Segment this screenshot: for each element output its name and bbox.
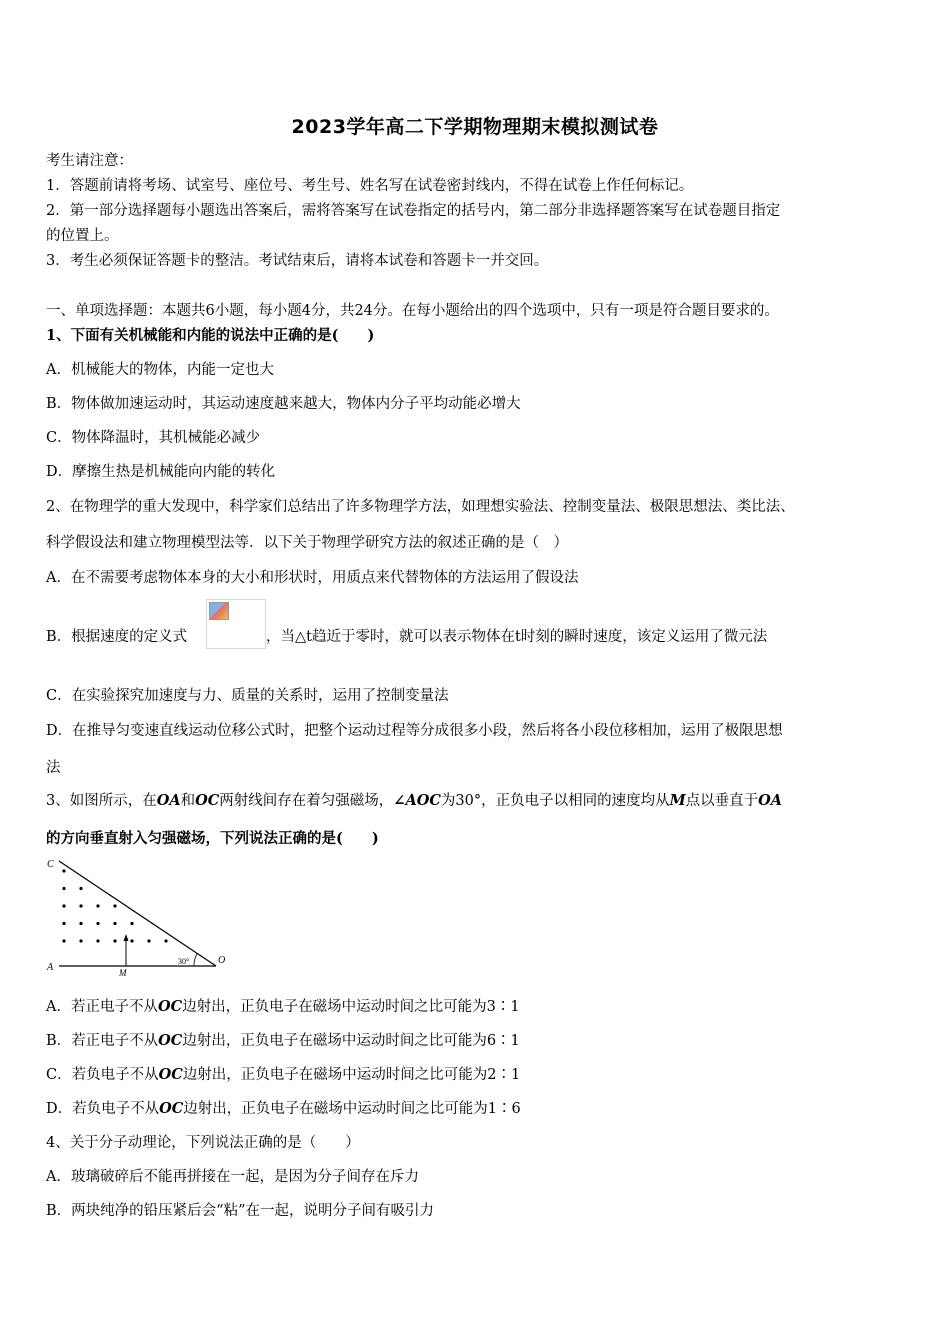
field-dots — [62, 869, 167, 942]
q4-option-a: A．玻璃破碎后不能再拼接在一起，是因为分子间存在斥力 — [46, 1169, 419, 1185]
label-o: O — [218, 955, 226, 966]
field-dot — [113, 922, 116, 925]
field-dot — [79, 887, 82, 890]
q2-option-a: A．在不需要考虑物体本身的大小和形状时，用质点来代替物体的方法运用了假设法 — [46, 570, 579, 586]
broken-image-icon — [209, 602, 229, 620]
field-dot — [62, 869, 65, 872]
notice-item-3: 3．考生必须保证答题卡的整洁。考试结束后，请将本试卷和答题卡一并交回。 — [46, 253, 549, 269]
ray-oc — [59, 861, 216, 966]
q3-option-c: C．若负电子不从OC边射出，正负电子在磁场中运动时间之比可能为2∶1 — [46, 1066, 521, 1083]
label-a: A — [47, 962, 54, 973]
field-dot — [62, 939, 65, 942]
notice-item-2: 2．第一部分选择题每小题选出答案后，需将答案写在试卷指定的括号内，第二部分非选择题答案写在试卷题目指定 — [46, 203, 781, 219]
q2-stem-line1: 2、在物理学的重大发现中，科学家们总结出了许多物理学方法，如理想实验法、控制变量法、极限思想法、类比法、 — [46, 499, 795, 515]
field-dot — [62, 922, 65, 925]
q2-option-c: C．在实验探究加速度与力、质量的关系时，运用了控制变量法 — [46, 688, 449, 704]
q1-option-b: B．物体做加速运动时，其运动速度越来越大，物体内分子平均动能必增大 — [46, 396, 521, 412]
field-dot — [130, 939, 133, 942]
q2-option-d-line1: D．在推导匀变速直线运动位移公式时，把整个运动过程等分成很多小段，然后将各小段位移相加，运用了极限思想 — [46, 723, 783, 739]
field-dot — [164, 939, 167, 942]
q4-option-b: B．两块纯净的铅压紧后会“粘”在一起，说明分子间有吸引力 — [46, 1203, 434, 1219]
field-dot — [62, 904, 65, 907]
q2-option-b-prefix: B．根据速度的定义式 — [46, 629, 188, 645]
field-dot — [96, 904, 99, 907]
field-dot — [79, 922, 82, 925]
q2-stem-line2: 科学假设法和建立物理模型法等．以下关于物理学研究方法的叙述正确的是（ ） — [46, 535, 568, 551]
q2-option-d-line2: 法 — [46, 760, 61, 776]
q2-option-b-suffix: ，当△t趋近于零时，就可以表示物体在t时刻的瞬时速度，该定义运用了微元法 — [266, 629, 768, 645]
field-dot — [79, 904, 82, 907]
formula-image-placeholder — [206, 599, 266, 649]
q1-option-a: A．机械能大的物体，内能一定也大 — [46, 362, 274, 378]
section-heading: 一、单项选择题：本题共6小题，每小题4分，共24分。在每小题给出的四个选项中，只有一项是符合题目要求的。 — [46, 303, 779, 319]
q1-stem: 1、下面有关机械能和内能的说法中正确的是( ) — [46, 327, 375, 344]
q1-option-d: D．摩擦生热是机械能向内能的转化 — [46, 464, 276, 480]
q3-stem-line2: 的方向垂直射入匀强磁场，下列说法正确的是( ) — [46, 830, 379, 847]
field-dot — [147, 939, 150, 942]
field-dot — [113, 904, 116, 907]
q4-stem: 4、关于分子动理论，下列说法正确的是（ ） — [46, 1135, 360, 1151]
q1-option-c: C．物体降温时，其机械能必减少 — [46, 430, 261, 446]
q3-stem-line1: 3、如图所示，在OA和OC两射线间存在着匀强磁场，∠AOC为30°，正负电子以相同的速度均从M点以垂直于OA — [46, 792, 783, 809]
field-dot — [96, 922, 99, 925]
arrow-head-icon — [124, 934, 129, 941]
notice-item-1: 1．答题前请将考场、试室号、座位号、考生号、姓名写在试卷密封线内，不得在试卷上作任何标记。 — [46, 178, 694, 194]
field-dot — [79, 939, 82, 942]
label-c: C — [47, 859, 54, 870]
field-dot — [96, 939, 99, 942]
notice-item-2-cont: 的位置上。 — [46, 228, 119, 244]
magnetic-field-diagram — [44, 854, 244, 978]
field-dot — [113, 939, 116, 942]
q3-option-b: B．若正电子不从OC边射出，正负电子在磁场中运动时间之比可能为6∶1 — [46, 1032, 520, 1049]
notice-heading: 考生请注意： — [46, 153, 133, 169]
field-dot — [130, 922, 133, 925]
angle-arc — [194, 954, 197, 966]
label-m: M — [119, 968, 127, 978]
label-angle: 30° — [178, 957, 190, 966]
q3-option-d: D．若负电子不从OC边射出，正负电子在磁场中运动时间之比可能为1∶6 — [46, 1100, 521, 1117]
page-title: 2023学年高二下学期物理期末模拟测试卷 — [291, 116, 659, 138]
q3-option-a: A．若正电子不从OC边射出，正负电子在磁场中运动时间之比可能为3∶1 — [46, 998, 520, 1015]
field-dot — [62, 887, 65, 890]
